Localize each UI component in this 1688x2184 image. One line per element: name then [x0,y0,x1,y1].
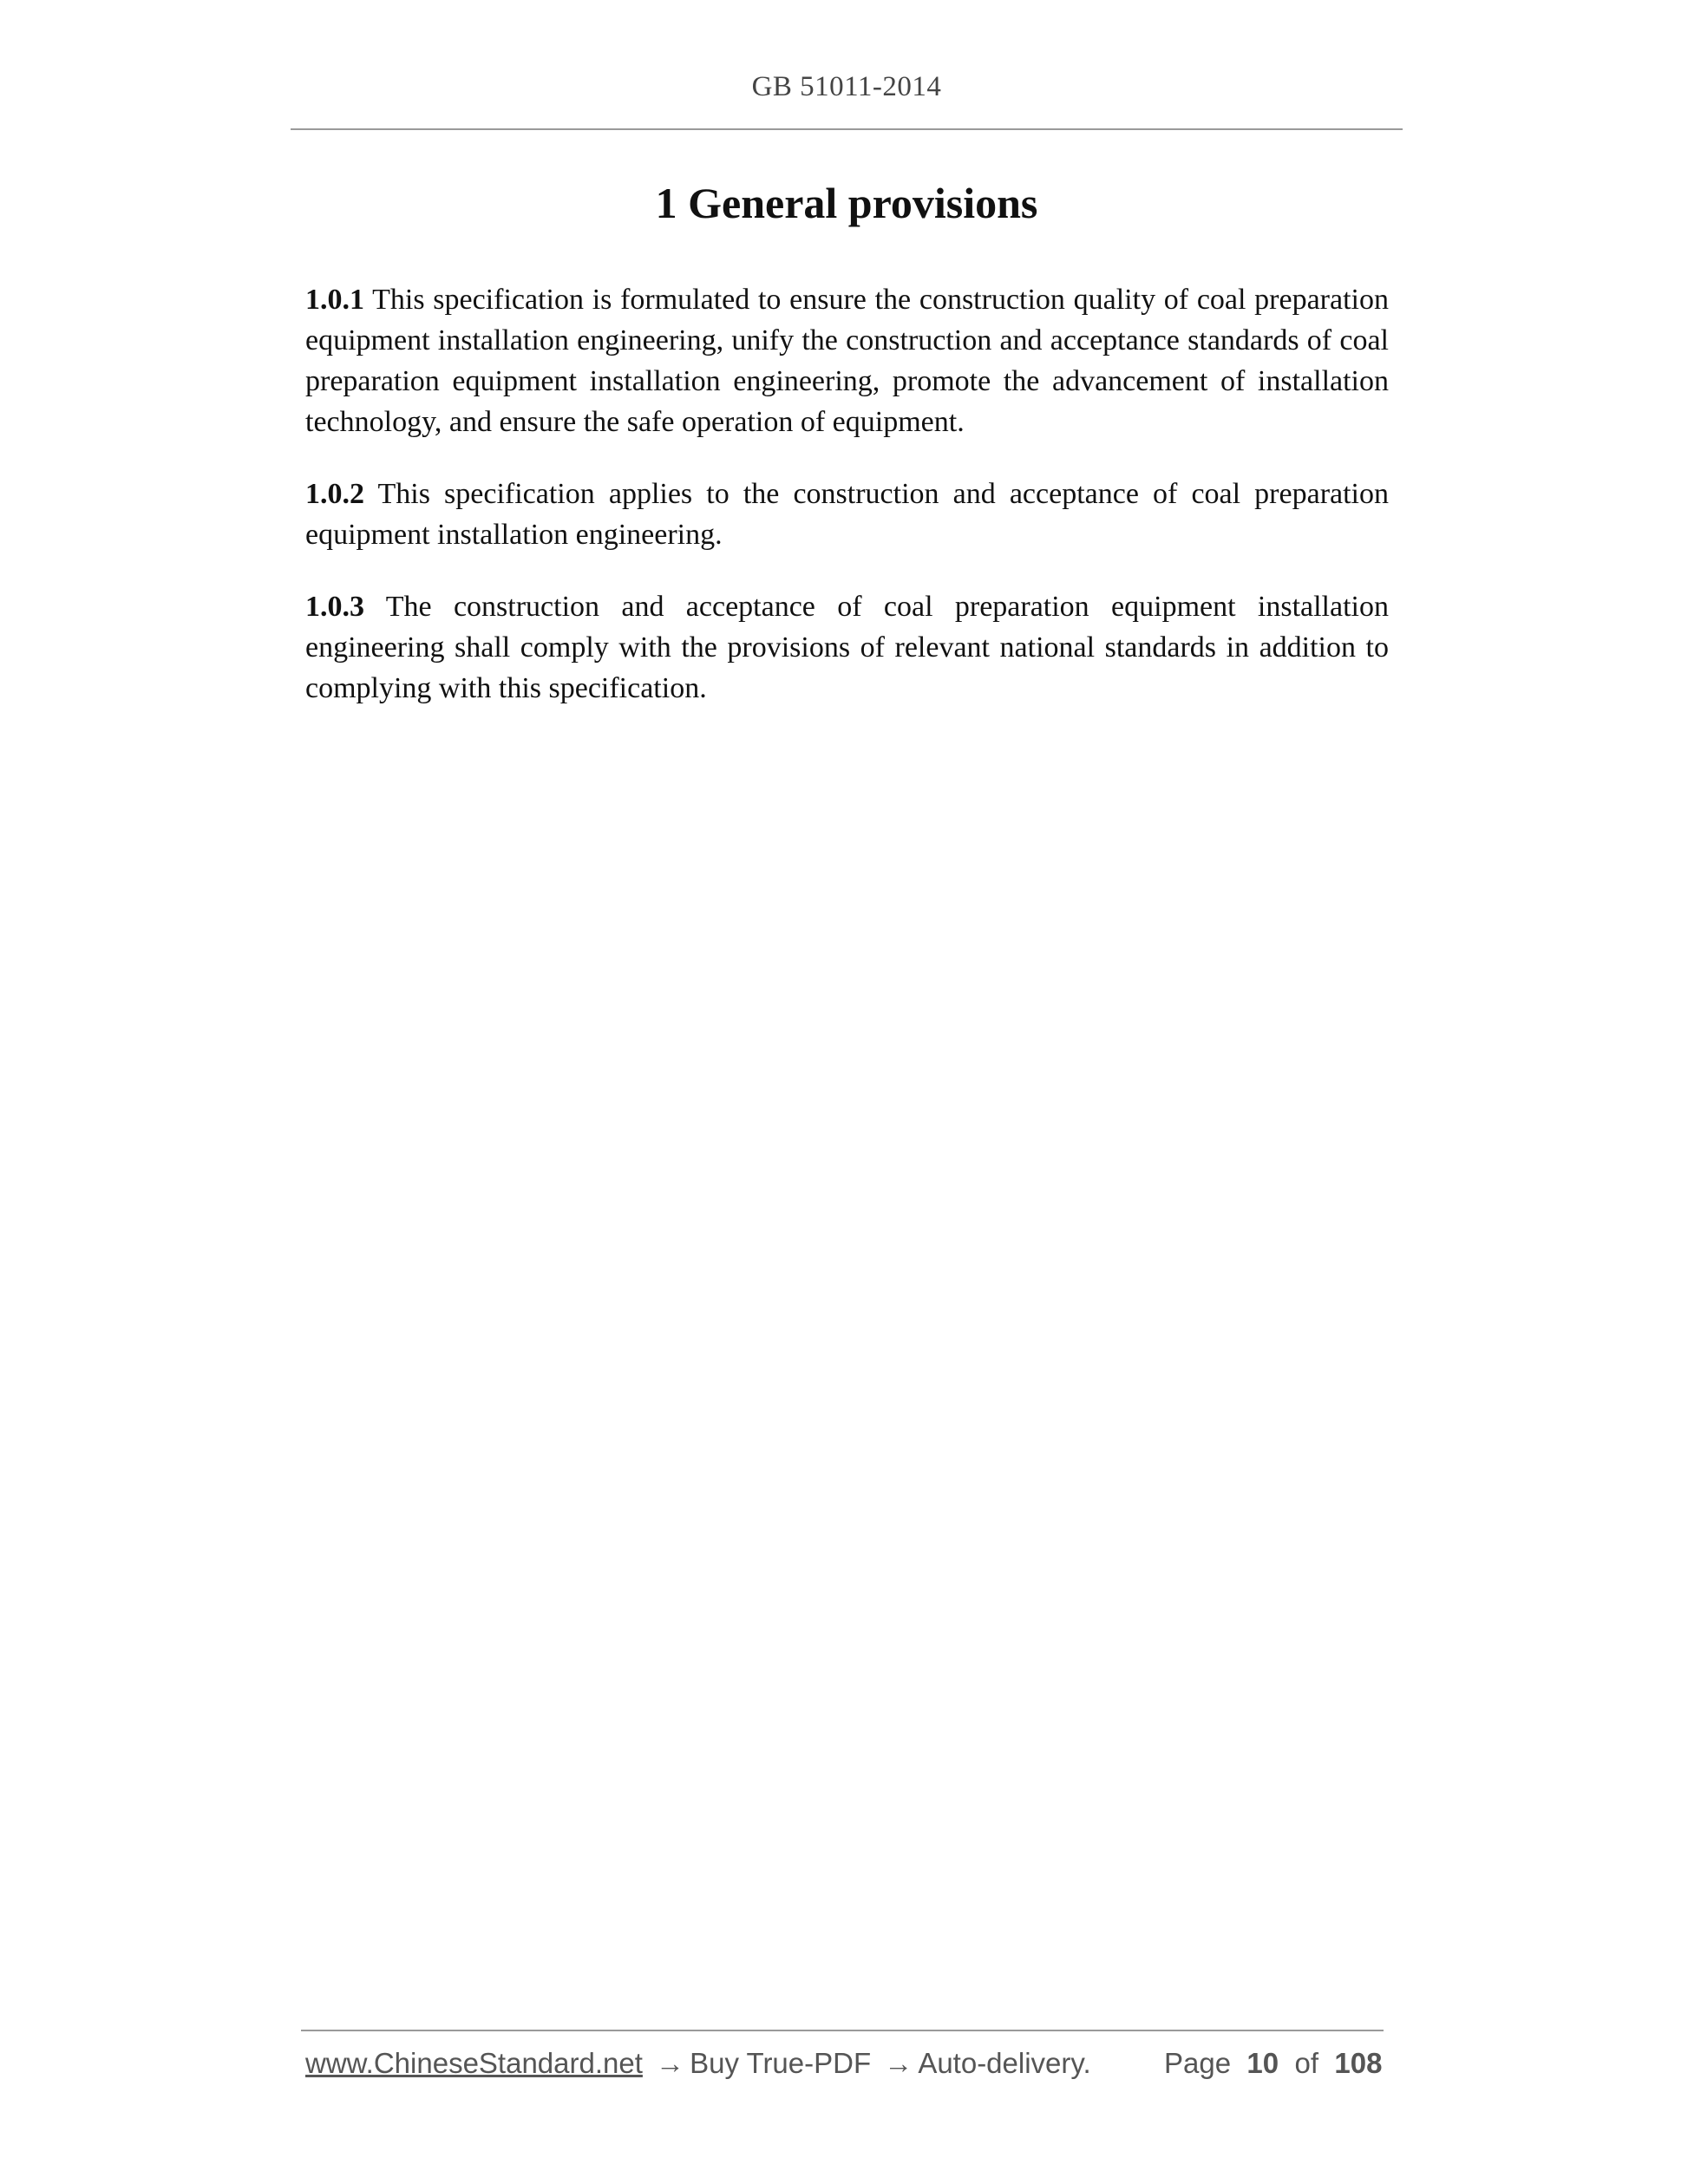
of-label: of [1294,2047,1319,2079]
page-indicator [1164,2047,1382,2080]
total-pages: 108 [1334,2047,1383,2079]
header-divider [291,128,1403,130]
current-page: 10 [1246,2047,1279,2079]
buy-text: Buy True-PDF [690,2047,872,2079]
clause-text: This specification is formulated to ensure the construction quality of coal preparation equipment installation engineering, unify the construction and acceptance standards of coal preparation equipment installation engineering, promote the advancement of installation technology, and ensure the safe operation of equipment. [305,284,1389,438]
clause-number: 1.0.2 [305,478,364,510]
delivery-text: Auto-delivery. [918,2047,1091,2079]
chapter-title: 1 General provisions [655,179,1038,227]
footer-divider [301,2030,1384,2031]
clause-number: 1.0.3 [305,591,364,623]
page-footer [305,2047,1381,2080]
clause-text: The construction and acceptance of coal preparation equipment installation engineering shall comply with the provisions of relevant national standards in addition to complying with this specification. [305,591,1389,704]
clause-1-0-1 [305,279,1389,442]
arrow-right-icon: → [656,2047,685,2079]
page-label: Page [1164,2047,1232,2079]
clause-1-0-3 [305,586,1389,709]
clause-number: 1.0.1 [305,284,364,316]
running-header: GB 51011-2014 [751,71,942,102]
arrow-right-icon: → [884,2047,913,2079]
clause-1-0-2 [305,474,1389,555]
clause-text: This specification applies to the construction and acceptance of coal preparation equipment installation engineering. [305,478,1389,551]
site-link[interactable]: www.ChineseStandard.net [305,2047,643,2079]
